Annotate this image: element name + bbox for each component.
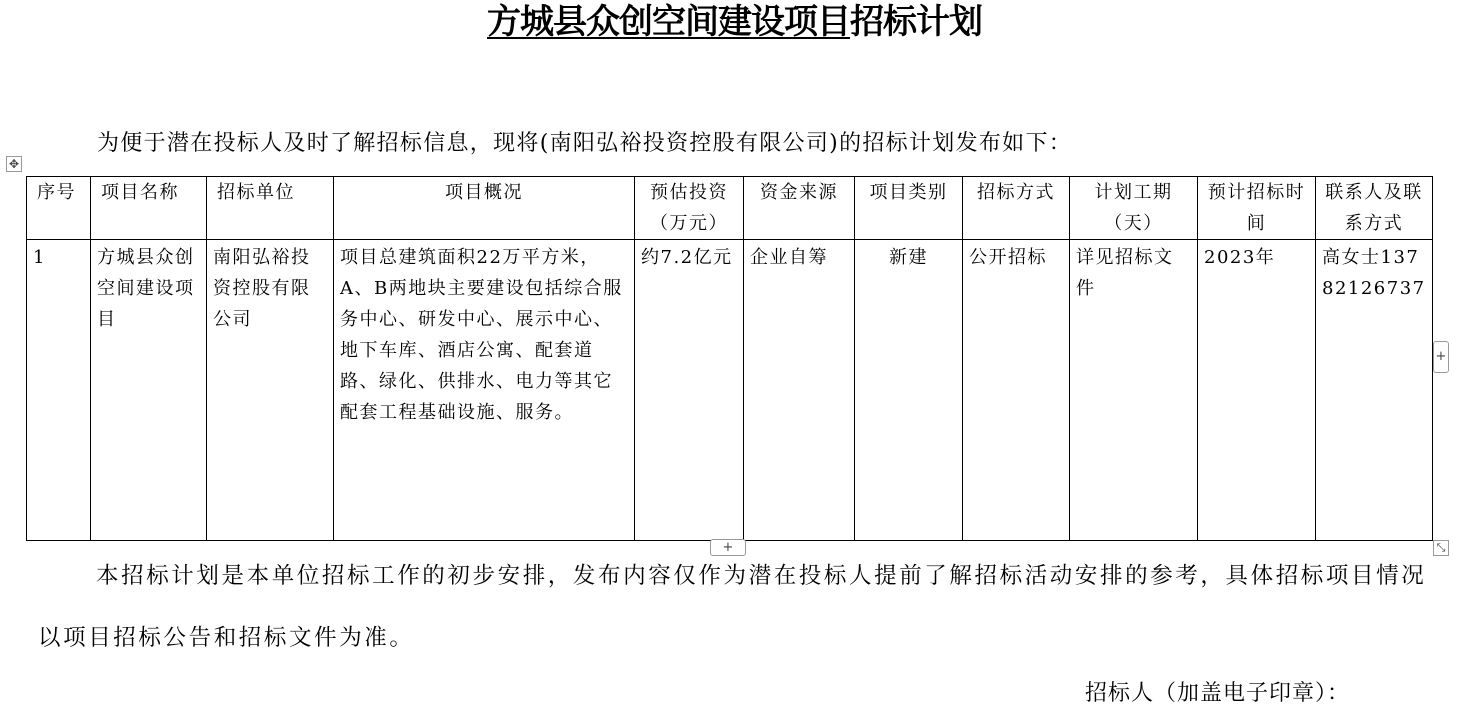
cell-project-name: 方城县众创空间建设项目 xyxy=(91,240,207,541)
cell-category: 新建 xyxy=(855,240,963,541)
header-method: 招标方式 xyxy=(963,177,1070,240)
title-underlined-part: 方城县众创空间建设项目 xyxy=(487,2,850,42)
cell-method: 公开招标 xyxy=(963,240,1070,541)
header-fund-source: 资金来源 xyxy=(744,177,855,240)
note-paragraph: 本招标计划是本单位招标工作的初步安排，发布内容仅作为潜在投标人提前了解招标活动安排的参考，具体招标项目情况以项目招标公告和招标文件为准。 xyxy=(38,563,1427,651)
cell-seq: 1 xyxy=(27,240,91,541)
cell-investment: 约7.2亿元 xyxy=(635,240,744,541)
intro-paragraph: 为便于潜在投标人及时了解招标信息，现将(南阳弘裕投资控股有限公司)的招标计划发布如下： xyxy=(97,131,1073,156)
header-bid-time: 预计招标时间 xyxy=(1198,177,1316,240)
cell-bid-time: 2023年 xyxy=(1198,240,1316,541)
title-rest-part: 招标计划 xyxy=(850,2,982,42)
cell-duration: 详见招标文件 xyxy=(1070,240,1198,541)
header-project-name: 项目名称 xyxy=(91,177,207,240)
signature-line: 招标人（加盖电子印章）： xyxy=(1085,681,1351,706)
header-bidding-unit: 招标单位 xyxy=(207,177,334,240)
header-contact: 联系人及联系方式 xyxy=(1316,177,1433,240)
header-overview: 项目概况 xyxy=(334,177,635,240)
add-row-button[interactable]: + xyxy=(710,539,746,556)
table-header-row xyxy=(27,177,1433,240)
cell-overview: 项目总建筑面积22万平方米，A、B两地块主要建设包括综合服务中心、研发中心、展示中心、地下车库、酒店公寓、配套道路、绿化、供排水、电力等其它配套工程基础设施、服务。 xyxy=(334,240,635,541)
move-icon[interactable]: ✥ xyxy=(6,156,22,172)
header-investment: 预估投资（万元） xyxy=(635,177,744,240)
table-row xyxy=(27,240,1433,541)
bid-plan-table xyxy=(26,176,1433,541)
resize-icon[interactable]: ⤡ xyxy=(1433,540,1449,556)
cell-bidding-unit: 南阳弘裕投资控股有限公司 xyxy=(207,240,334,541)
header-seq: 序号 xyxy=(27,177,91,240)
add-column-button[interactable]: + xyxy=(1433,341,1449,373)
header-category: 项目类别 xyxy=(855,177,963,240)
cell-fund-source: 企业自筹 xyxy=(744,240,855,541)
document-title xyxy=(0,0,1469,44)
cell-contact: 高女士13782126737 xyxy=(1316,240,1433,541)
header-duration: 计划工期（天） xyxy=(1070,177,1198,240)
